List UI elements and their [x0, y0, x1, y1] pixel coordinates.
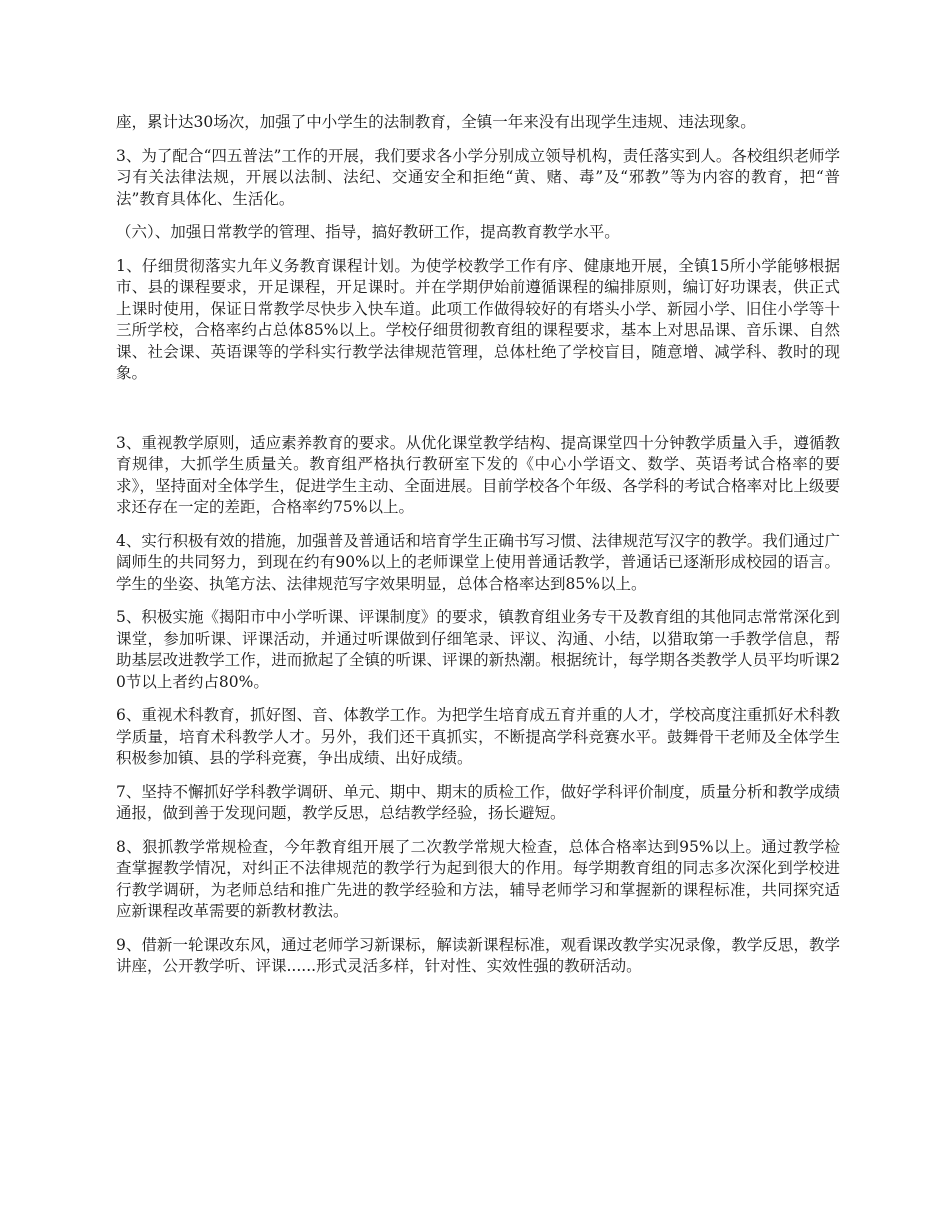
paragraph-item-7-quality-checks: 7、坚持不懈抓好学科教学调研、单元、期中、期末的质检工作，做好学科评价制度，质量分析和教学成绩通报，做到善于发现问题，教学反思，总结教学经验，扬长避短。	[116, 782, 840, 822]
paragraph-item-9-curriculum-reform: 9、借新一轮课改东风，通过老师学习新课标，解读新课程标准，观看课改教学实况录像，教学反思，教学讲座，公开教学听、评课......形式灵活多样，针对性、实效性强的教研活动。	[116, 935, 840, 975]
paragraph-item-3-teaching-principles: 3、重视教学原则，适应素养教育的要求。从优化课堂教学结构、提高课堂四十分钟教学质量入手，遵循教育规律，大抓学生质量关。教育组严格执行教研室下发的《中心小学语文、数学、英语考试合格率的要求》，坚持面对全体学生，促进学生主动、全面进展。目前学校各个年级、各学科的考试合格率对比上级要求还存在一定的差距，合格率约75%以上。	[116, 433, 840, 516]
paragraph-item-5-lesson-observation: 5、积极实施《揭阳市中小学听课、评课制度》的要求，镇教育组业务专干及教育组的其他同志常常深化到课堂，参加听课、评课活动，并通过听课做到仔细笔录、评议、沟通、小结，以猎取第一手教学信息，帮助基层改进教学工作，进而掀起了全镇的听课、评课的新热潮。根据统计，每学期各类教学人员平均听课20节以上者约占80%。	[116, 608, 840, 691]
paragraph-item-6-arts-education: 6、重视术科教育，抓好图、音、体教学工作。为把学生培育成五育并重的人才，学校高度注重抓好术科教学质量，培育术科教学人才。另外，我们还干真抓实，不断提高学科竞赛水平。鼓舞骨干老师及全体学生积极参加镇、县的学科竞赛，争出成绩、出好成绩。	[116, 706, 840, 767]
paragraph-item-4-mandarin-writing: 4、实行积极有效的措施，加强普及普通话和培育学生正确书写习惯、法律规范写汉字的教学。我们通过广阔师生的共同努力，到现在约有90%以上的老师课堂上使用普通话教学，普通话已逐渐形成校园的语言。学生的坐姿、执笔方法、法律规范写字效果明显，总体合格率达到85%以上。	[116, 531, 840, 593]
document-body	[116, 112, 840, 990]
paragraph-item-1-curriculum-plan: 1、仔细贯彻落实九年义务教育课程计划。为使学校教学工作有序、健康地开展，全镇15所小学能够根据市、县的课程要求，开足课程，开足课时。并在学期伊始前遵循课程的编排原则，编订好功课表，供正式上课时使用，保证日常教学尽快步入快车道。此项工作做得较好的有塔头小学、新园小学、旧住小学等十三所学校，合格率约占总体85%以上。学校仔细贯彻教育组的课程要求，基本上对思品课、音乐课、自然课、社会课、英语课等的学科实行教学法律规范管理，总体杜绝了学校盲目，随意增、减学科、教时的现象。	[116, 256, 840, 382]
paragraph-item-3-legal-popularization: 3、为了配合“四五普法”工作的开展，我们要求各小学分别成立领导机构，责任落实到人。各校组织老师学习有关法律法规，开展以法制、法纪、交通安全和拒绝“黄、赌、毒”及“邪教”等为内容的教育，把“普法”教育具体化、生活化。	[116, 146, 840, 208]
paragraph-legal-education-sessions: 座，累计达30场次，加强了中小学生的法制教育，全镇一年来没有出现学生违规、违法现象。	[116, 113, 756, 131]
section-heading-six: （六）、加强日常教学的管理、指导，搞好教研工作，提高教育教学水平。	[116, 223, 620, 241]
paragraph-item-8-routine-inspection: 8、狠抓教学常规检查，今年教育组开展了二次教学常规大检查，总体合格率达到95%以上。通过教学检查掌握教学情况，对纠正不法律规范的教学行为起到很大的作用。每学期教育组的同志多次深化到学校进行教学调研，为老师总结和推广先进的教学经验和方法，辅导老师学习和掌握新的课程标准，共同探究适应新课程改革需要的新教材教法。	[116, 837, 840, 920]
